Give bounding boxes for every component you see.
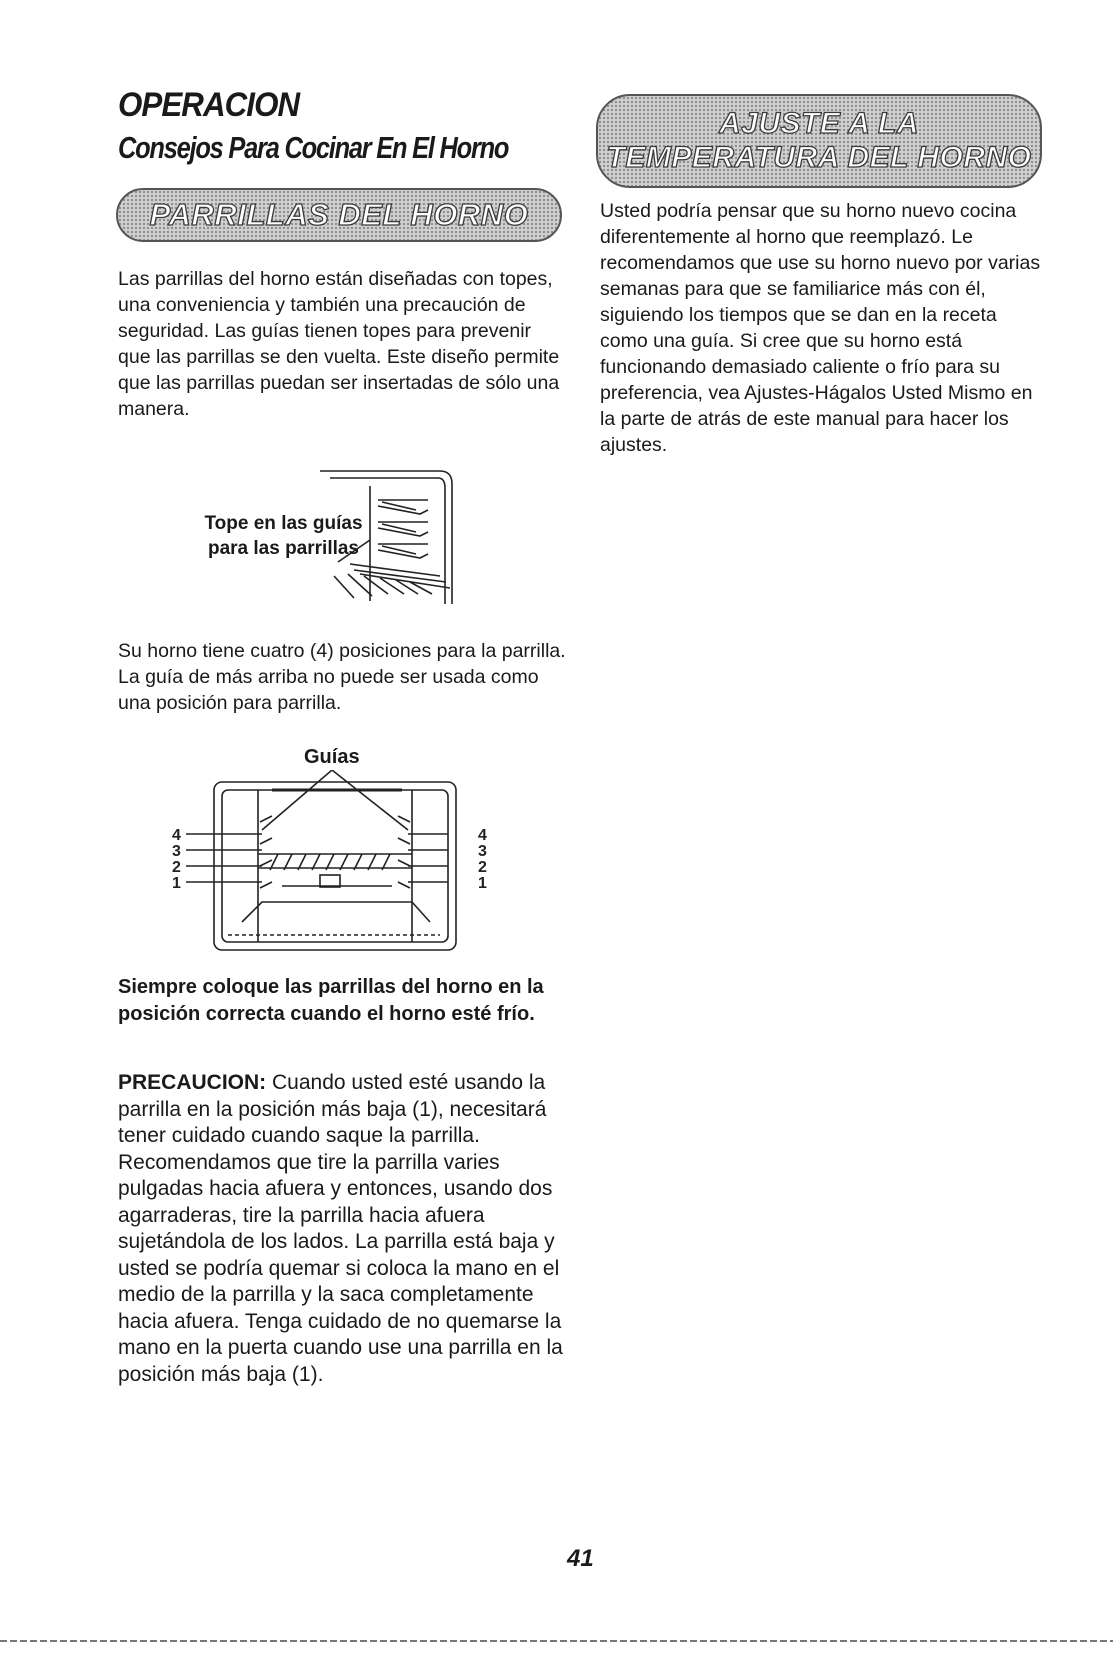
section-banner-label: PARRILLAS DEL HORNO [149,197,529,232]
position-label-left-4: 4 [172,827,181,844]
rack-stop-label: Tope en las guías para las parrillas [204,513,363,559]
caution-text: Cuando usted esté usando la parrilla en la posición más baja (1), necesitará tener cuidado cuando saque la parrilla. Recomendamos que tire la parrilla varies pulgadas hacia afuera y entonces, usando dos agarraderas, tire la parrilla hacia afuera sujetándola de los lados. La parrilla está baja y usted se podría quemar si coloca la mano en el medio de la parrilla y la saca completamente hacia afuera. Tenga cuidado de no quemarse la mano en la puerta cuando use una parrilla en la posición más baja (1). [118,1071,563,1386]
page-title: OPERACION [118,86,300,124]
caution-paragraph [118,1070,566,1388]
intro-paragraph: Las parrillas del horno están diseñadas con topes, una conveniencia y también una precaución de seguridad. Las guías tienen topes para prevenir que las parrillas se den vuelta. Este diseño permite que las parrillas puedan ser insertadas de sólo una manera. [118,268,560,420]
caution-label: PRECAUCION: [118,1071,267,1094]
position-label-right-3: 3 [478,843,487,860]
page-subtitle: Consejos Para Cocinar En El Horno [118,130,509,165]
temperature-paragraph: Usted podría pensar que su horno nuevo cocina diferentemente al horno que reemplazó. Le recomendamos que use su horno nuevo por varias semanas para que se familiarice más con él, siguiendo los tiempos que se dan en la receta como una guía. Si cree que su horno está funcionando demasiado caliente o frío para su preferencia, vea Ajustes-Hágalos Usted Mismo en la parte de atrás de este manual para hacer los ajustes. [600,200,1041,456]
temperature-banner-line1: AJUSTE A LA [719,107,919,140]
temperature-banner-line2: TEMPERATURA DEL HORNO [606,141,1032,174]
position-label-left-3: 3 [172,843,181,860]
position-label-right-4: 4 [478,827,487,844]
rack-positions-paragraph: Su horno tiene cuatro (4) posiciones para la parrilla. La guía de más arriba no puede ser usada como una posición para parrilla. [118,640,566,714]
page-number: 41 [567,1545,594,1572]
section-banner-oven-racks [116,188,562,242]
position-label-left-2: 2 [172,859,181,876]
position-label-right-1: 1 [478,875,487,892]
bottom-divider [0,1640,1113,1642]
position-label-left-1: 1 [172,875,181,892]
section-banner-temperature [596,94,1042,188]
cold-oven-note: Siempre coloque las parrillas del horno en la posición correcta cuando el horno esté frío. [118,976,544,1025]
guides-figure-title: Guías [304,746,360,768]
oven-rack-positions-diagram [172,770,502,955]
position-label-right-2: 2 [478,859,487,876]
